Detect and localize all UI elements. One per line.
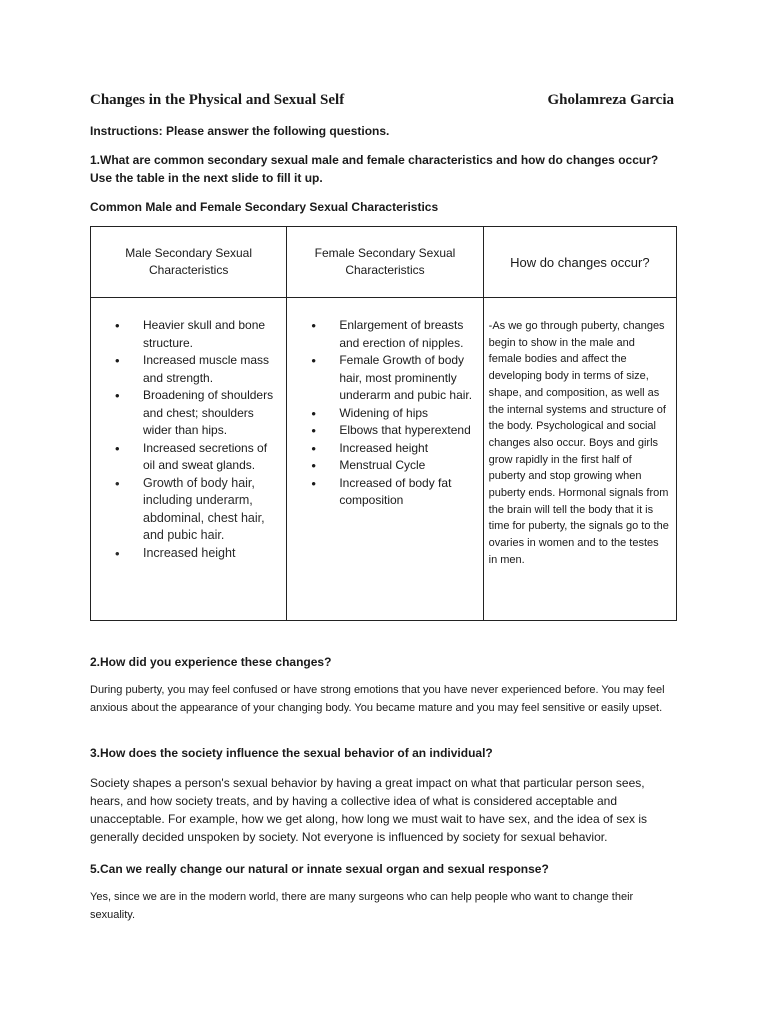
list-item: • Increased height — [143, 545, 280, 563]
instructions: Instructions: Please answer the following questions. — [90, 124, 390, 138]
changes-cell — [483, 298, 676, 621]
document-author: Gholamreza Garcia — [547, 92, 674, 108]
list-item: • Increased muscle mass and strength. — [143, 352, 280, 387]
list-item: • Growth of body hair, including underarm, abdominal, chest hair, and pubic hair. — [143, 475, 280, 545]
answer-5: Yes, since we are in the modern world, there are many surgeons who can help people who want to change their sexuality. — [90, 891, 634, 921]
header-male — [91, 227, 287, 298]
list-item: • Increased height — [339, 440, 476, 458]
male-list — [91, 298, 286, 562]
question-5: 5.Can we really change our natural or innate sexual organ and sexual response? — [90, 862, 549, 876]
list-item: • Elbows that hyperextend — [339, 422, 476, 440]
list-item: • Heavier skull and bone structure. — [143, 317, 280, 352]
document-title: Changes in the Physical and Sexual Self — [90, 92, 345, 108]
table-header-row — [91, 227, 677, 298]
list-item: • Enlargement of breasts and erection of nipples. — [339, 317, 476, 352]
changes-text: -As we go through puberty, changes begin to show in the male and female bodies and affect the developing body in terms of size, shape, and composition, as well as the internal systems and structure of the body. Psychological and social changes also occur. Boys and girls grow rapidly in the first half of puberty and stop growing when puberty ends. Hormonal signals from the brain will tell the body that it is time for puberty, the signals go to the ovaries in women and to the testes in men. — [488, 320, 669, 566]
table-caption: Common Male and Female Secondary Sexual Characteristics — [90, 200, 439, 214]
header-changes-text: How do changes occur? — [510, 254, 650, 270]
female-list — [287, 298, 482, 510]
list-item: • Menstrual Cycle — [339, 457, 476, 475]
document-header — [90, 92, 674, 112]
question-2: 2.How did you experience these changes? — [90, 655, 332, 669]
list-item: • Female Growth of body hair, most prominently underarm and pubic hair. — [339, 352, 476, 405]
question-1-line-2: Use the table in the next slide to fill it up. — [90, 171, 323, 185]
table-body-row — [91, 298, 677, 621]
header-changes — [483, 227, 676, 298]
list-item: • Increased secretions of oil and sweat glands. — [143, 440, 280, 475]
header-male-text: Male Secondary Sexual Characteristics — [125, 246, 253, 277]
header-female — [287, 227, 483, 298]
male-cell — [91, 298, 287, 621]
list-item: • Increased of body fat composition — [339, 475, 476, 510]
list-item: • Broadening of shoulders and chest; shoulders wider than hips. — [143, 387, 280, 440]
question-1-line-1: 1.What are common secondary sexual male and female characteristics and how do changes occur? — [90, 153, 659, 167]
answer-2: During puberty, you may feel confused or have strong emotions that you have never experienced before. You may feel anxious about the appearance of your changing body. You became mature and you may feel sensitive or easily upset. — [90, 684, 665, 714]
answer-3: Society shapes a person's sexual behavior by having a great impact on what that particular person sees, hears, and how society treats, and by having a collective idea of what is considered acceptable and unacceptable. For example, how we get along, how long we must wait to have sex, and the idea of sex is generally decided unspoken by society. Not everyone is influenced by society for sexual behavior. — [90, 776, 647, 844]
list-item: • Widening of hips — [339, 405, 476, 423]
characteristics-table — [90, 226, 677, 621]
question-3: 3.How does the society influence the sexual behavior of an individual? — [90, 746, 493, 760]
header-female-text: Female Secondary Sexual Characteristics — [314, 246, 456, 277]
female-cell — [287, 298, 483, 621]
